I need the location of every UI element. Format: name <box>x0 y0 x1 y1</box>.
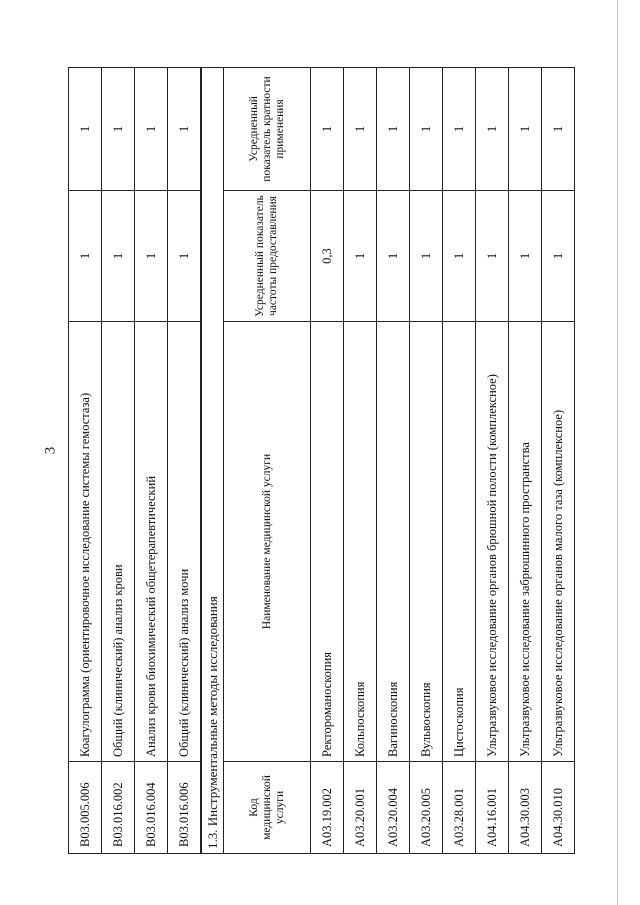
service-code: A04.16.001 <box>476 762 509 854</box>
table-row <box>443 67 476 853</box>
frequency-value: 0,3 <box>311 191 344 322</box>
table-row <box>377 67 410 853</box>
table-row <box>69 68 102 854</box>
frequency-value: 1 <box>443 191 476 322</box>
multiplicity-value: 1 <box>509 67 542 190</box>
multiplicity-value: 1 <box>476 67 509 190</box>
multiplicity-value: 1 <box>542 67 575 190</box>
service-code: A03.20.001 <box>344 762 377 854</box>
lab-table <box>68 67 201 854</box>
frequency-value: 1 <box>344 191 377 322</box>
service-name: Вагиноскопия <box>377 322 410 762</box>
service-code: A04.30.010 <box>542 762 575 854</box>
service-code: B03.016.006 <box>168 762 201 854</box>
multiplicity-value: 1 <box>168 68 201 191</box>
service-name: Коагулограмма (ориентировочное исследование системы гемостаза) <box>69 322 102 762</box>
service-code: A03.20.004 <box>377 762 410 854</box>
table-row <box>102 68 135 854</box>
frequency-value: 1 <box>377 191 410 322</box>
header-code: Код медицинской услуги <box>224 762 311 854</box>
page-edge-line <box>617 0 618 905</box>
service-name: Ультразвуковое исследование органов малого таза (комплексное) <box>542 322 575 762</box>
table-row <box>311 67 344 853</box>
service-code: B03.016.002 <box>102 762 135 854</box>
frequency-value: 1 <box>69 191 102 322</box>
table-row <box>542 67 575 853</box>
multiplicity-value: 1 <box>135 68 168 191</box>
header-name: Наименование медицинской услуги <box>224 322 311 762</box>
table-row <box>476 67 509 853</box>
header-row <box>224 67 311 853</box>
service-name: Анализ крови биохимический общетерапевтический <box>135 322 168 762</box>
service-name: Общий (клинический) анализ мочи <box>168 322 201 762</box>
multiplicity-value: 1 <box>377 67 410 190</box>
frequency-value: 1 <box>135 191 168 322</box>
multiplicity-value: 1 <box>311 67 344 190</box>
multiplicity-value: 1 <box>443 67 476 190</box>
table-row <box>168 68 201 854</box>
service-name: Ректороманоскопия <box>311 322 344 762</box>
frequency-value: 1 <box>168 191 201 322</box>
multiplicity-value: 1 <box>344 67 377 190</box>
service-code: A03.28.001 <box>443 762 476 854</box>
section-title-row <box>202 67 224 853</box>
table-row <box>410 67 443 853</box>
service-code: B03.016.004 <box>135 762 168 854</box>
service-code: A04.30.003 <box>509 762 542 854</box>
service-code: A03.20.005 <box>410 762 443 854</box>
table-row <box>135 68 168 854</box>
service-name: Кольпоскопия <box>344 322 377 762</box>
frequency-value: 1 <box>542 191 575 322</box>
frequency-value: 1 <box>102 191 135 322</box>
service-name: Цистоскопия <box>443 322 476 762</box>
section-title: 1.3. Инструментальные методы исследования <box>202 67 224 853</box>
table-row <box>344 67 377 853</box>
service-code: A03.19.002 <box>311 762 344 854</box>
rotated-content <box>68 68 565 854</box>
header-frequency: Усредненный показатель частоты предоставления <box>224 191 311 322</box>
frequency-value: 1 <box>476 191 509 322</box>
frequency-value: 1 <box>410 191 443 322</box>
header-multiplicity: Усредненный показатель кратности применения <box>224 67 311 190</box>
instrumental-table <box>201 67 575 854</box>
service-code: B03.005.006 <box>69 762 102 854</box>
multiplicity-value: 1 <box>69 68 102 191</box>
service-name: Ультразвуковое исследование забрюшинного пространства <box>509 322 542 762</box>
multiplicity-value: 1 <box>410 67 443 190</box>
frequency-value: 1 <box>509 191 542 322</box>
service-name: Вульвоскопия <box>410 322 443 762</box>
multiplicity-value: 1 <box>102 68 135 191</box>
service-name: Общий (клинический) анализ крови <box>102 322 135 762</box>
table-row <box>509 67 542 853</box>
service-name: Ультразвуковое исследование органов брюшной полости (комплексное) <box>476 322 509 762</box>
page-number: 3 <box>42 446 59 455</box>
